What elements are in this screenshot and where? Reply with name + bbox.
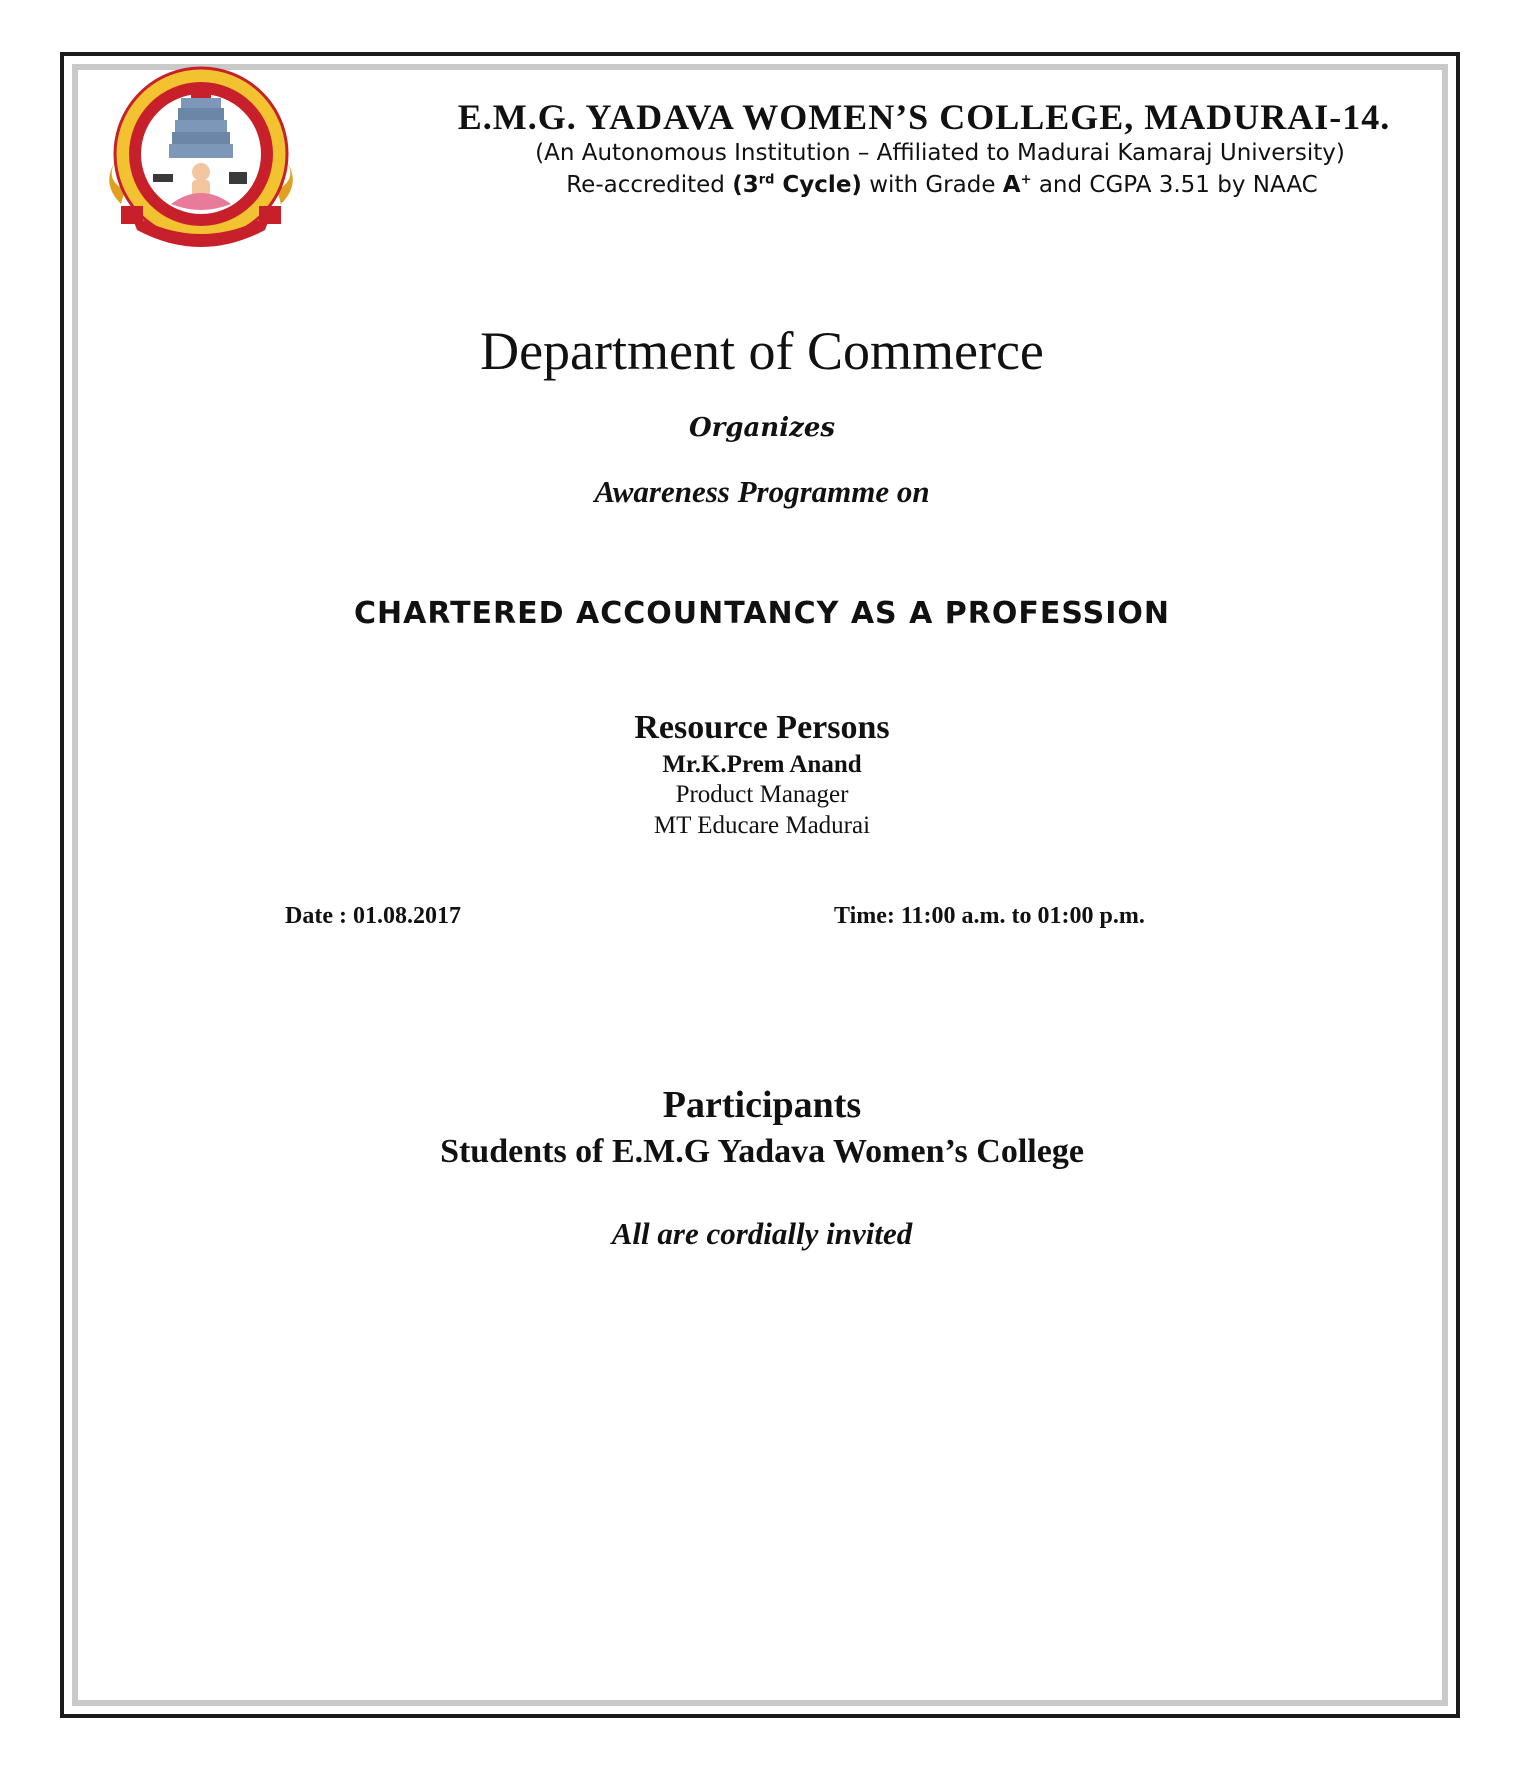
accreditation-grade-sup: + [1020, 172, 1032, 188]
event-time: Time: 11:00 a.m. to 01:00 p.m. [834, 903, 1145, 929]
page-border [60, 52, 1460, 1718]
resource-persons-heading: Resource Persons [634, 709, 890, 746]
department-title: Department of Commerce [480, 321, 1044, 381]
accreditation-text: Re-accredited [566, 172, 733, 198]
participants-heading: Participants [662, 1084, 862, 1126]
accreditation-cycle-sup: rd [758, 172, 775, 188]
programme-topic: CHARTERED ACCOUNTANCY AS A PROFESSION [353, 596, 1170, 631]
resource-person-role: Product Manager [675, 781, 849, 808]
participants-description: Students of E.M.G Yadava Women’s College [440, 1133, 1084, 1170]
resource-person-name: Mr.K.Prem Anand [662, 751, 862, 778]
resource-person-organization: MT Educare Madurai [653, 812, 871, 839]
event-date: Date : 01.08.2017 [285, 903, 461, 929]
accreditation-cycle-num: (3 [732, 172, 759, 198]
programme-type: Awareness Programme on [594, 474, 930, 509]
organizes-text: Organizes [688, 413, 836, 443]
college-accreditation [360, 172, 1524, 198]
accreditation-cycle-word: Cycle) [774, 172, 862, 198]
page-border-inner [72, 64, 1448, 1706]
college-affiliation: (An Autonomous Institution – Affiliated to Madurai Kamaraj University) [535, 140, 1345, 166]
accreditation-post: and CGPA 3.51 by NAAC [1031, 172, 1318, 198]
college-logo [101, 54, 301, 258]
accreditation-mid: with Grade [861, 172, 1003, 198]
invitation-text: All are cordially invited [611, 1216, 913, 1251]
accreditation-grade: A [1002, 172, 1021, 198]
college-name: E.M.G. YADAVA WOMEN’S COLLEGE, MADURAI-14. [457, 97, 1391, 137]
